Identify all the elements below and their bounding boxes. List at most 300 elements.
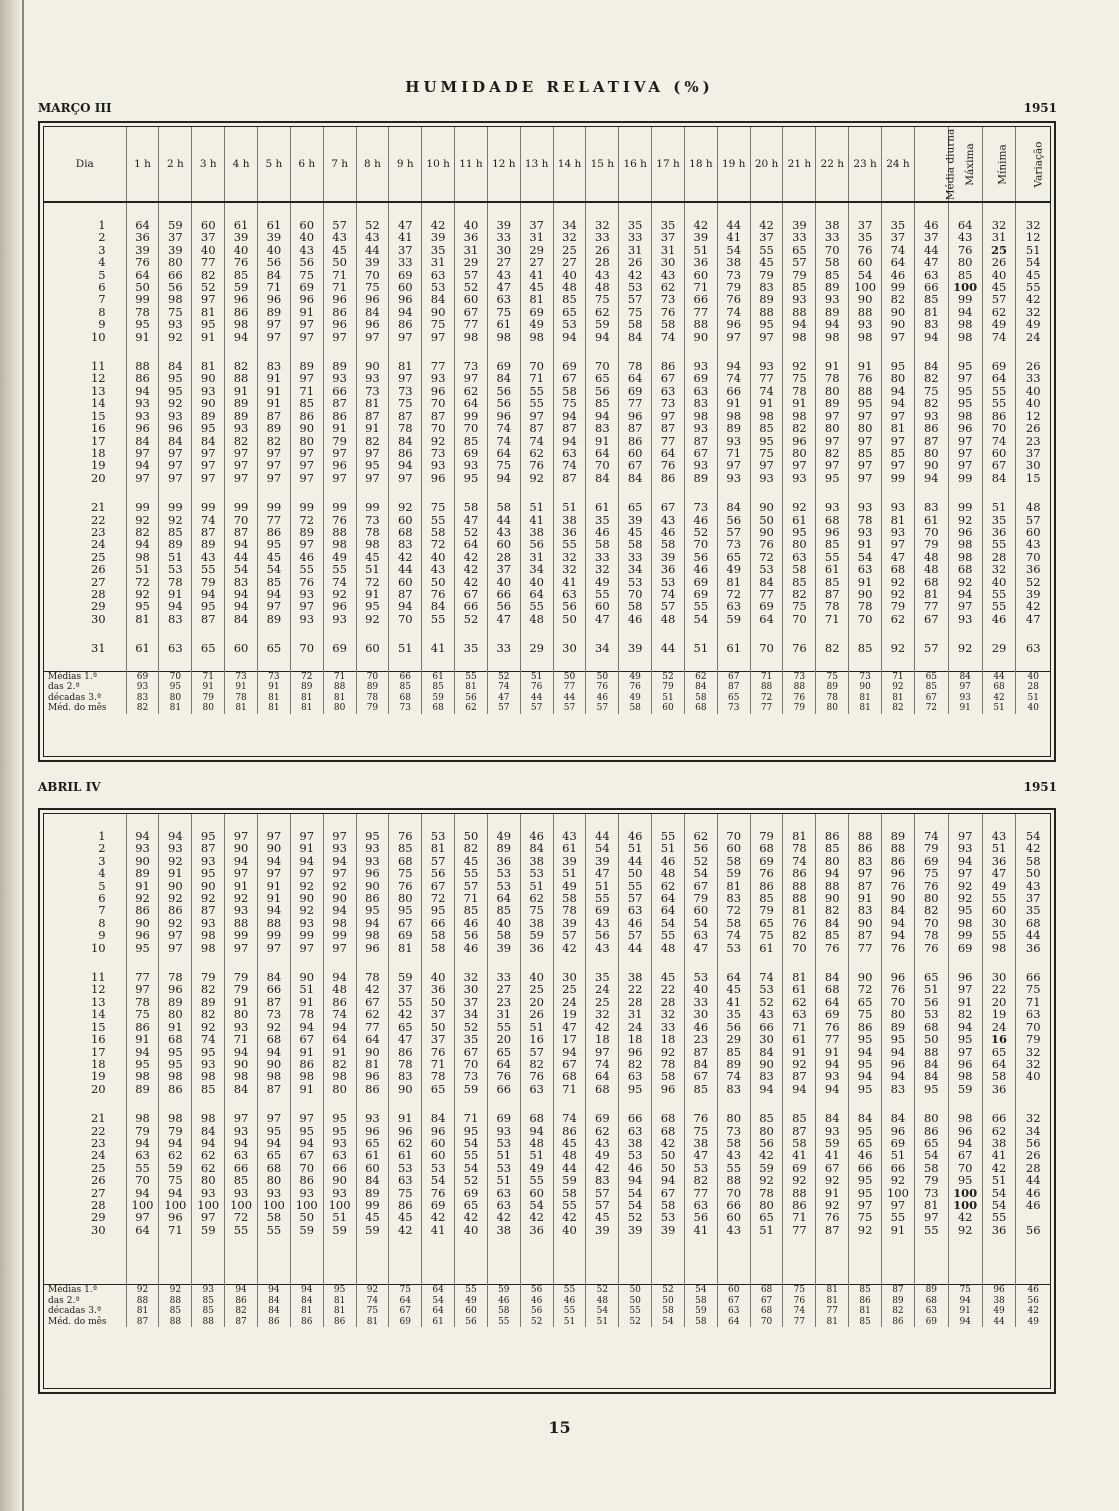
value-cell: 94 bbox=[882, 385, 915, 397]
value-cell: 55 bbox=[553, 538, 586, 550]
value-cell: 90 bbox=[882, 318, 915, 330]
value-cell: 38 bbox=[982, 1137, 1016, 1149]
value-cell: 59 bbox=[290, 1224, 323, 1236]
value-cell: 91 bbox=[849, 538, 882, 550]
value-cell: 49 bbox=[323, 551, 356, 563]
value-cell: 76 bbox=[652, 459, 685, 471]
value-cell: 97 bbox=[816, 459, 849, 471]
value-cell: 98 bbox=[126, 1070, 159, 1082]
value-cell: 85 bbox=[948, 269, 982, 281]
value-cell: 43 bbox=[1016, 538, 1050, 550]
value-cell: 55 bbox=[422, 613, 455, 625]
value-cell: 93 bbox=[717, 472, 750, 484]
value-cell: 65 bbox=[982, 1046, 1016, 1058]
value-cell: 76 bbox=[422, 1187, 455, 1199]
mean-value-cell: 71 bbox=[192, 671, 225, 682]
value-cell: 51 bbox=[520, 880, 553, 892]
value-cell: 61 bbox=[257, 219, 290, 231]
value-cell: 93 bbox=[948, 613, 982, 625]
value-cell: 87 bbox=[389, 588, 422, 600]
value-cell: 71 bbox=[323, 281, 356, 293]
value-cell: 59 bbox=[750, 1162, 783, 1174]
mean-value-cell: 82 bbox=[126, 703, 159, 714]
value-cell: 30 bbox=[553, 971, 586, 983]
value-cell: 54 bbox=[586, 842, 619, 854]
value-cell: 72 bbox=[717, 588, 750, 600]
value-cell: 59 bbox=[553, 1174, 586, 1186]
value-cell: 61 bbox=[553, 842, 586, 854]
mean-value-cell: 84 bbox=[257, 1306, 290, 1317]
value-cell: 71 bbox=[783, 1211, 816, 1223]
value-cell: 76 bbox=[520, 459, 553, 471]
mean-value-cell: 76 bbox=[783, 693, 816, 704]
value-cell: 76 bbox=[652, 306, 685, 318]
value-cell: 35 bbox=[1016, 904, 1050, 916]
value-cell: 96 bbox=[948, 526, 982, 538]
value-cell: 97 bbox=[849, 1199, 882, 1211]
value-cell: 93 bbox=[356, 1112, 389, 1124]
value-cell: 83 bbox=[586, 422, 619, 434]
value-cell: 93 bbox=[257, 1187, 290, 1199]
value-cell: 15 bbox=[1016, 472, 1050, 484]
value-cell: 69 bbox=[422, 1199, 455, 1211]
value-cell: 60 bbox=[192, 219, 225, 231]
value-cell: 75 bbox=[487, 306, 520, 318]
value-cell: 100 bbox=[290, 1199, 323, 1211]
value-cell: 85 bbox=[849, 642, 882, 654]
mean-value-cell: 44 bbox=[982, 671, 1016, 682]
value-cell: 55 bbox=[982, 385, 1016, 397]
mean-value-cell: 88 bbox=[159, 1317, 192, 1328]
value-cell: 65 bbox=[849, 1137, 882, 1149]
value-cell: 42 bbox=[455, 551, 488, 563]
value-cell: 80 bbox=[192, 1174, 225, 1186]
value-cell: 35 bbox=[455, 1033, 488, 1045]
mean-value-cell: 57 bbox=[520, 703, 553, 714]
value-cell: 83 bbox=[225, 576, 258, 588]
value-cell: 91 bbox=[225, 880, 258, 892]
value-cell: 96 bbox=[882, 971, 915, 983]
value-cell: 95 bbox=[257, 1125, 290, 1137]
value-cell: 99 bbox=[192, 501, 225, 513]
value-cell: 100 bbox=[849, 281, 882, 293]
value-cell: 88 bbox=[914, 1046, 948, 1058]
value-cell: 92 bbox=[159, 331, 192, 343]
mean-value-cell: 67 bbox=[717, 671, 750, 682]
value-cell: 25 bbox=[520, 983, 553, 995]
value-cell: 65 bbox=[422, 1083, 455, 1095]
column-header: 3 h bbox=[192, 127, 225, 202]
value-cell: 94 bbox=[225, 588, 258, 600]
value-cell: 36 bbox=[1016, 563, 1050, 575]
value-cell: 60 bbox=[619, 447, 652, 459]
value-cell: 48 bbox=[914, 563, 948, 575]
value-cell: 98 bbox=[159, 1112, 192, 1124]
mean-value-cell: 47 bbox=[487, 693, 520, 704]
mean-value-cell: 64 bbox=[389, 1296, 422, 1307]
value-cell: 66 bbox=[1016, 971, 1050, 983]
value-cell: 99 bbox=[356, 501, 389, 513]
value-cell: 51 bbox=[520, 501, 553, 513]
value-cell: 44 bbox=[487, 514, 520, 526]
value-cell: 76 bbox=[389, 880, 422, 892]
value-cell: 45 bbox=[1016, 269, 1050, 281]
value-cell: 41 bbox=[684, 1224, 717, 1236]
value-cell: 71 bbox=[520, 372, 553, 384]
value-cell: 93 bbox=[225, 1187, 258, 1199]
value-cell: 69 bbox=[586, 1112, 619, 1124]
value-cell: 99 bbox=[257, 929, 290, 941]
mean-value-cell: 58 bbox=[684, 1317, 717, 1328]
value-cell: 63 bbox=[422, 269, 455, 281]
value-cell: 19 bbox=[982, 1008, 1016, 1020]
value-cell: 97 bbox=[225, 942, 258, 954]
value-cell: 87 bbox=[356, 410, 389, 422]
value-cell: 51 bbox=[126, 563, 159, 575]
value-cell: 79 bbox=[684, 892, 717, 904]
value-cell: 60 bbox=[225, 642, 258, 654]
value-cell: 26 bbox=[586, 244, 619, 256]
mean-value-cell: 92 bbox=[356, 1285, 389, 1296]
value-cell: 98 bbox=[192, 1070, 225, 1082]
value-cell: 74 bbox=[882, 244, 915, 256]
value-cell: 88 bbox=[783, 1187, 816, 1199]
value-cell: 81 bbox=[882, 422, 915, 434]
value-cell: 95 bbox=[914, 1083, 948, 1095]
value-cell: 36 bbox=[982, 526, 1016, 538]
value-cell: 41 bbox=[717, 996, 750, 1008]
value-cell: 56 bbox=[520, 538, 553, 550]
value-cell: 91 bbox=[159, 867, 192, 879]
value-cell: 46 bbox=[652, 855, 685, 867]
value-cell: 76 bbox=[783, 642, 816, 654]
value-cell: 42 bbox=[455, 576, 488, 588]
day-cell: 27 bbox=[90, 574, 106, 589]
value-cell: 86 bbox=[290, 1174, 323, 1186]
mean-value-cell: 52 bbox=[586, 1285, 619, 1296]
value-cell: 45 bbox=[356, 1211, 389, 1223]
value-cell: 42 bbox=[389, 1008, 422, 1020]
value-cell: 55 bbox=[982, 397, 1016, 409]
mean-value-cell: 69 bbox=[914, 1317, 948, 1328]
value-cell: 86 bbox=[849, 1021, 882, 1033]
column-header: 14 h bbox=[553, 127, 586, 202]
mean-value-cell: 71 bbox=[323, 671, 356, 682]
value-cell: 59 bbox=[455, 1083, 488, 1095]
value-cell: 69 bbox=[290, 281, 323, 293]
value-cell: 86 bbox=[356, 1083, 389, 1095]
value-cell: 31 bbox=[982, 231, 1016, 243]
value-cell: 30 bbox=[652, 256, 685, 268]
value-cell: 30 bbox=[684, 1008, 717, 1020]
mean-value-cell: 75 bbox=[389, 1285, 422, 1296]
value-cell: 81 bbox=[914, 1199, 948, 1211]
mean-value-cell: 50 bbox=[619, 1296, 652, 1307]
mean-value-cell: 70 bbox=[356, 671, 389, 682]
value-cell: 96 bbox=[126, 422, 159, 434]
mean-value-cell: 59 bbox=[422, 693, 455, 704]
value-cell: 47 bbox=[586, 613, 619, 625]
value-cell: 94 bbox=[816, 867, 849, 879]
column-header: 23 h bbox=[849, 127, 882, 202]
value-cell: 70 bbox=[914, 917, 948, 929]
value-cell: 97 bbox=[948, 600, 982, 612]
decade-mark: 3.ª bbox=[88, 692, 102, 703]
value-cell: 37 bbox=[455, 996, 488, 1008]
value-cell: 66 bbox=[982, 1112, 1016, 1124]
value-cell: 94 bbox=[948, 1021, 982, 1033]
value-cell: 70 bbox=[914, 526, 948, 538]
value-cell: 56 bbox=[422, 867, 455, 879]
value-cell: 56 bbox=[750, 1137, 783, 1149]
value-cell: 31 bbox=[520, 231, 553, 243]
mean-value-cell: 88 bbox=[159, 1296, 192, 1307]
value-cell: 91 bbox=[290, 1083, 323, 1095]
value-cell: 33 bbox=[619, 231, 652, 243]
mean-value-cell: 61 bbox=[422, 1317, 455, 1328]
value-cell: 40 bbox=[422, 971, 455, 983]
value-cell: 94 bbox=[225, 538, 258, 550]
value-cell: 74 bbox=[323, 576, 356, 588]
value-cell: 79 bbox=[750, 269, 783, 281]
value-cell: 65 bbox=[455, 1199, 488, 1211]
value-cell: 93 bbox=[126, 410, 159, 422]
value-cell: 49 bbox=[586, 1149, 619, 1161]
value-cell: 77 bbox=[849, 942, 882, 954]
value-cell: 39 bbox=[619, 1224, 652, 1236]
value-cell: 69 bbox=[914, 855, 948, 867]
value-cell: 93 bbox=[455, 459, 488, 471]
value-cell: 58 bbox=[717, 1137, 750, 1149]
value-cell: 60 bbox=[520, 1187, 553, 1199]
value-cell: 35 bbox=[422, 244, 455, 256]
value-cell: 93 bbox=[882, 526, 915, 538]
value-cell: 95 bbox=[849, 1083, 882, 1095]
value-cell: 81 bbox=[914, 588, 948, 600]
value-cell: 46 bbox=[652, 526, 685, 538]
value-cell: 93 bbox=[290, 588, 323, 600]
day-cell: 22 bbox=[90, 512, 106, 527]
value-cell: 57 bbox=[586, 1199, 619, 1211]
value-cell: 85 bbox=[882, 447, 915, 459]
value-cell: 51 bbox=[323, 1211, 356, 1223]
value-cell: 56 bbox=[487, 600, 520, 612]
value-cell: 50 bbox=[553, 613, 586, 625]
value-cell: 46 bbox=[619, 917, 652, 929]
value-cell: 68 bbox=[159, 1033, 192, 1045]
value-cell: 93 bbox=[192, 1187, 225, 1199]
mean-value-cell: 65 bbox=[717, 693, 750, 704]
value-cell: 85 bbox=[257, 576, 290, 588]
value-cell: 40 bbox=[487, 576, 520, 588]
value-cell: 94 bbox=[586, 331, 619, 343]
value-cell: 68 bbox=[389, 855, 422, 867]
value-cell: 84 bbox=[159, 435, 192, 447]
mean-value-cell: 48 bbox=[586, 1296, 619, 1307]
value-cell: 43 bbox=[356, 231, 389, 243]
value-cell: 57 bbox=[619, 293, 652, 305]
value-cell: 44 bbox=[225, 551, 258, 563]
value-cell: 68 bbox=[520, 1112, 553, 1124]
value-cell: 98 bbox=[520, 331, 553, 343]
mean-value-cell: 81 bbox=[159, 703, 192, 714]
value-cell: 95 bbox=[192, 422, 225, 434]
decade-mark: 3.ª bbox=[88, 1306, 102, 1317]
column-header: 20 h bbox=[750, 127, 783, 202]
table-row bbox=[44, 929, 1050, 941]
value-cell: 28 bbox=[487, 551, 520, 563]
value-cell: 89 bbox=[192, 538, 225, 550]
value-cell: 57 bbox=[619, 929, 652, 941]
value-cell: 62 bbox=[356, 1008, 389, 1020]
value-cell: 33 bbox=[652, 1021, 685, 1033]
value-cell: 59 bbox=[948, 1083, 982, 1095]
value-cell: 64 bbox=[652, 892, 685, 904]
value-cell: 99 bbox=[257, 501, 290, 513]
value-cell: 96 bbox=[290, 293, 323, 305]
value-cell: 85 bbox=[816, 842, 849, 854]
value-cell: 74 bbox=[982, 331, 1016, 343]
value-cell: 42 bbox=[422, 219, 455, 231]
value-cell: 39 bbox=[1016, 588, 1050, 600]
value-cell: 45 bbox=[586, 1211, 619, 1223]
mean-value-cell: 80 bbox=[192, 703, 225, 714]
value-cell: 40 bbox=[290, 231, 323, 243]
value-cell: 25 bbox=[553, 244, 586, 256]
value-cell: 57 bbox=[914, 642, 948, 654]
value-cell: 60 bbox=[389, 576, 422, 588]
value-cell: 52 bbox=[750, 996, 783, 1008]
value-cell: 92 bbox=[948, 892, 982, 904]
value-cell: 32 bbox=[553, 563, 586, 575]
value-cell: 56 bbox=[684, 842, 717, 854]
value-cell: 99 bbox=[225, 929, 258, 941]
value-cell: 39 bbox=[652, 1224, 685, 1236]
mean-value-cell: 86 bbox=[882, 1317, 915, 1328]
value-cell: 91 bbox=[750, 397, 783, 409]
value-cell: 90 bbox=[290, 971, 323, 983]
value-cell: 70 bbox=[948, 1162, 982, 1174]
value-cell: 72 bbox=[849, 983, 882, 995]
value-cell: 95 bbox=[849, 1174, 882, 1186]
value-cell: 93 bbox=[422, 459, 455, 471]
value-cell: 90 bbox=[750, 501, 783, 513]
value-cell: 85 bbox=[159, 526, 192, 538]
value-cell: 98 bbox=[159, 1070, 192, 1082]
value-cell: 89 bbox=[684, 472, 717, 484]
value-cell: 68 bbox=[652, 1112, 685, 1124]
mean-value-cell: 64 bbox=[422, 1306, 455, 1317]
value-cell: 84 bbox=[159, 360, 192, 372]
mean-value-cell: 73 bbox=[257, 671, 290, 682]
value-cell: 54 bbox=[619, 1187, 652, 1199]
value-cell: 96 bbox=[356, 942, 389, 954]
value-cell: 80 bbox=[816, 422, 849, 434]
value-cell: 59 bbox=[717, 613, 750, 625]
value-cell: 75 bbox=[290, 269, 323, 281]
value-cell: 92 bbox=[389, 501, 422, 513]
value-cell: 97 bbox=[257, 447, 290, 459]
value-cell: 93 bbox=[816, 293, 849, 305]
value-cell: 42 bbox=[487, 1211, 520, 1223]
value-cell: 67 bbox=[553, 1058, 586, 1070]
mean-value-cell: 88 bbox=[750, 682, 783, 693]
value-cell: 40 bbox=[1016, 1070, 1050, 1082]
value-cell: 85 bbox=[290, 397, 323, 409]
mean-value-cell: 68 bbox=[389, 693, 422, 704]
value-cell: 76 bbox=[750, 538, 783, 550]
value-cell: 77 bbox=[126, 971, 159, 983]
mean-value-cell: 94 bbox=[257, 1285, 290, 1296]
value-cell: 94 bbox=[323, 904, 356, 916]
day-cell: 9 bbox=[98, 928, 106, 943]
value-cell: 93 bbox=[159, 410, 192, 422]
value-cell: 76 bbox=[816, 1211, 849, 1223]
value-cell: 69 bbox=[816, 1008, 849, 1020]
value-cell: 62 bbox=[783, 996, 816, 1008]
value-cell: 47 bbox=[1016, 613, 1050, 625]
value-cell: 82 bbox=[783, 422, 816, 434]
value-cell: 32 bbox=[652, 1008, 685, 1020]
value-cell: 45 bbox=[553, 1137, 586, 1149]
value-cell: 70 bbox=[290, 642, 323, 654]
value-cell: 66 bbox=[225, 1162, 258, 1174]
value-cell: 50 bbox=[422, 1021, 455, 1033]
value-cell: 51 bbox=[652, 842, 685, 854]
mean-value-cell: 76 bbox=[520, 682, 553, 693]
mean-value-cell: 81 bbox=[126, 1306, 159, 1317]
value-cell: 83 bbox=[750, 1070, 783, 1082]
value-cell: 18 bbox=[586, 1033, 619, 1045]
value-cell: 49 bbox=[717, 563, 750, 575]
value-cell: 74 bbox=[717, 306, 750, 318]
value-cell: 74 bbox=[783, 855, 816, 867]
value-cell: 84 bbox=[422, 600, 455, 612]
mean-value-cell: 38 bbox=[982, 1296, 1016, 1307]
value-cell: 92 bbox=[652, 1046, 685, 1058]
value-cell: 97 bbox=[882, 538, 915, 550]
value-cell: 60 bbox=[684, 904, 717, 916]
value-cell: 89 bbox=[257, 422, 290, 434]
value-cell: 25 bbox=[553, 983, 586, 995]
value-cell: 64 bbox=[356, 1033, 389, 1045]
value-cell: 60 bbox=[389, 281, 422, 293]
value-cell: 22 bbox=[982, 983, 1016, 995]
value-cell: 97 bbox=[849, 459, 882, 471]
mean-value-cell: 84 bbox=[948, 671, 982, 682]
value-cell: 33 bbox=[816, 231, 849, 243]
value-cell: 95 bbox=[948, 360, 982, 372]
value-cell: 76 bbox=[914, 880, 948, 892]
means-label: Médias 1.ª bbox=[44, 1285, 126, 1296]
mean-value-cell: 78 bbox=[816, 693, 849, 704]
value-cell: 76 bbox=[684, 1112, 717, 1124]
value-cell: 55 bbox=[982, 538, 1016, 550]
mean-value-cell: 60 bbox=[455, 1306, 488, 1317]
mean-value-cell: 44 bbox=[520, 693, 553, 704]
value-cell: 97 bbox=[389, 331, 422, 343]
day-cell: 6 bbox=[98, 280, 106, 295]
value-cell: 99 bbox=[882, 472, 915, 484]
value-cell: 29 bbox=[982, 642, 1016, 654]
value-cell: 76 bbox=[290, 576, 323, 588]
value-cell: 30 bbox=[487, 244, 520, 256]
value-cell: 42 bbox=[389, 551, 422, 563]
value-cell: 39 bbox=[619, 514, 652, 526]
value-cell: 95 bbox=[422, 904, 455, 916]
value-cell: 91 bbox=[816, 1046, 849, 1058]
value-cell: 97 bbox=[257, 600, 290, 612]
